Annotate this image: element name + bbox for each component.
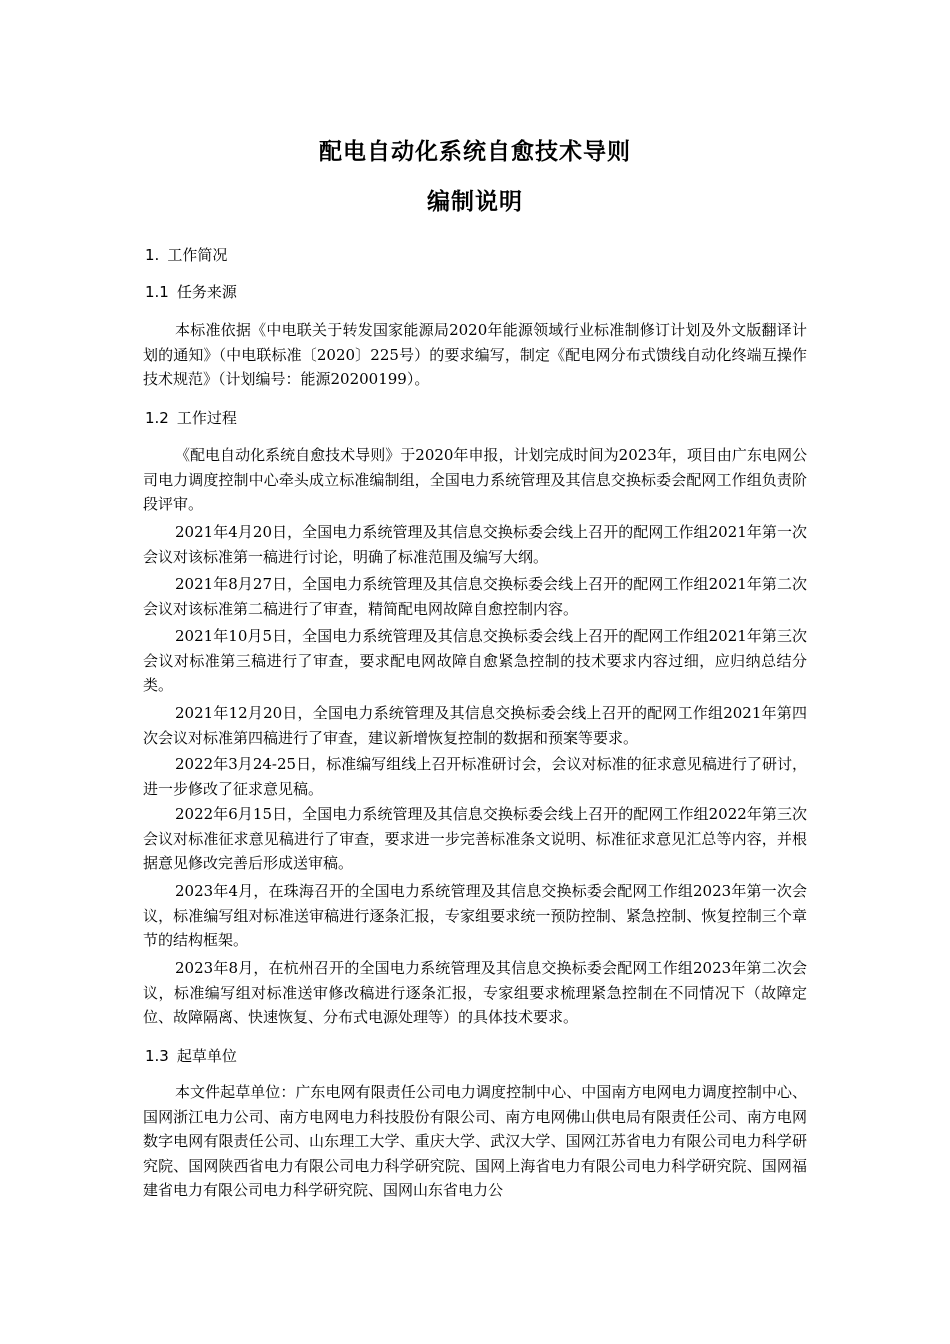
document-subtitle: 编制说明 <box>427 189 523 215</box>
paragraph: 2023年4月，在珠海召开的全国电力系统管理及其信息交换标委会配网工作组2023年第一次会议，标准编写组对标准送审稿进行逐条汇报，专家组要求统一预防控制、紧急控制、恢复控制三个章节的结构框架。 <box>143 882 807 949</box>
section-title: 工作过程 <box>176 409 237 427</box>
paragraph: 2021年12月20日，全国电力系统管理及其信息交换标委会线上召开的配网工作组2021年第四次会议对标准第四稿进行了审查，建议新增恢复控制的数据和预案等要求。 <box>143 704 807 747</box>
section-heading-1 <box>145 245 227 265</box>
paragraph: 2021年8月27日，全国电力系统管理及其信息交换标委会线上召开的配网工作组2021年第二次会议对该标准第二稿进行了审查，精简配电网故障自愈控制内容。 <box>143 575 807 618</box>
section-title: 起草单位 <box>176 1047 237 1065</box>
paragraph: 2022年6月15日，全国电力系统管理及其信息交换标委会线上召开的配网工作组2022年第三次会议对标准征求意见稿进行了审查，要求进一步完善标准条文说明、标准征求意见汇总等内容，并根据意见修改完善后形成送审稿。 <box>143 805 807 872</box>
paragraph: 2021年10月5日，全国电力系统管理及其信息交换标委会线上召开的配网工作组2021年第三次会议对标准第三稿进行了审查，要求配电网故障自愈紧急控制的技术要求内容过细，应归纳总结分类。 <box>143 627 807 694</box>
section-heading-1-3 <box>145 1046 237 1066</box>
section-number: 1.3 <box>145 1047 169 1065</box>
paragraph: 本文件起草单位：广东电网有限责任公司电力调度控制中心、中国南方电网电力调度控制中心、国网浙江电力公司、南方电网电力科技股份有限公司、南方电网佛山供电局有限责任公司、南方电网数字电网有限责任公司、山东理工大学、重庆大学、武汉大学、国网江苏省电力有限公司电力科学研究院、国网陕西省电力有限公司电力科学研究院、国网上海省电力有限公司电力科学研究院、国网福建省电力有限公司电力科学研究院、国网山东省电力公 <box>143 1083 807 1199</box>
section-heading-1-2 <box>145 408 237 428</box>
paragraph: 2022年3月24-25日，标准编写组线上召开标准研讨会，会议对标准的征求意见稿进行了研讨，进一步修改了征求意见稿。 <box>143 755 807 798</box>
section-number: 1.2 <box>145 409 169 427</box>
paragraph: 本标准依据《中电联关于转发国家能源局2020年能源领域行业标准制修订计划及外文版翻译计划的通知》（中电联标准〔2020〕225号）的要求编写，制定《配电网分布式馈线自动化终端互操作技术规范》（计划编号：能源20200199）。 <box>143 321 807 388</box>
document-title: 配电自动化系统自愈技术导则 <box>319 139 631 165</box>
section-title: 任务来源 <box>176 283 237 301</box>
paragraph: 《配电自动化系统自愈技术导则》于2020年申报，计划完成时间为2023年，项目由广东电网公司电力调度控制中心牵头成立标准编制组，全国电力系统管理及其信息交换标委会配网工作组负责阶段评审。 <box>143 446 807 513</box>
paragraph: 2021年4月20日，全国电力系统管理及其信息交换标委会线上召开的配网工作组2021年第一次会议对该标准第一稿进行讨论，明确了标准范围及编写大纲。 <box>143 523 807 566</box>
section-heading-1-1 <box>145 282 237 302</box>
section-number: 1.1 <box>145 283 169 301</box>
paragraph: 2023年8月，在杭州召开的全国电力系统管理及其信息交换标委会配网工作组2023年第二次会议，标准编写组对标准送审修改稿进行逐条汇报，专家组要求梳理紧急控制在不同情况下（故障定位、故障隔离、快速恢复、分布式电源处理等）的具体技术要求。 <box>143 959 807 1026</box>
section-title: 工作简况 <box>167 246 228 264</box>
section-number: 1. <box>145 246 160 264</box>
